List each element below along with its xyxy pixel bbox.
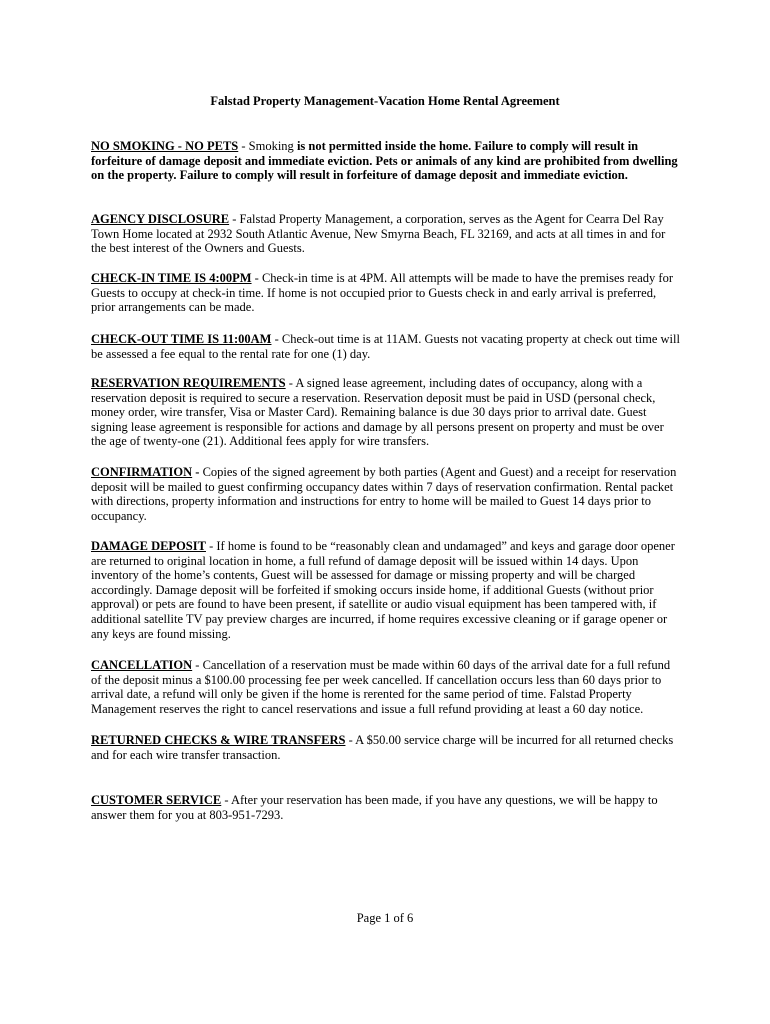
section-body: - Cancellation of a reservation must be made within 60 days of the arrival date for a full refund of the deposit minus a $100.00 processing fee per week cancelled. If cancellation occurs less than 60 days prior to arrival date, a refund will only be given if the home is rerented for the same period of time. Falstad Property Management reserves the right to cancel reservations and issue a full refund providing at least a 60 day notice. <box>91 658 671 716</box>
section-heading: RESERVATION REQUIREMENTS <box>91 376 286 390</box>
section-returned-checks <box>91 733 681 762</box>
section-body: - If home is found to be “reasonably clean and undamaged” and keys and garage door opener are returned to original location in home, a full refund of damage deposit will be issued within 14 days. Upon inventory of the home’s contents, Guest will be assessed for damage or missing property and will be charged accordingly. Damage deposit will be forfeited if smoking occurs inside home, if additional Guests (without prior approval) or pets are found to have been present, if satellite or audio visual equipment has been tampered with, if additional satellite TV pay preview charges are incurred, if home requires excessive cleaning or if garage opener or any keys are found missing. <box>91 539 675 641</box>
section-dash: - <box>192 465 200 479</box>
section-reservation-requirements <box>91 376 681 449</box>
section-body: - A $50.00 service charge will be incurred for all returned checks and for each wire transfer transaction. <box>91 733 674 762</box>
section-heading: NO SMOKING - NO PETS <box>91 139 239 153</box>
section-check-in <box>91 271 681 315</box>
section-agency-disclosure <box>91 212 681 256</box>
section-confirmation <box>91 465 681 523</box>
section-heading: DAMAGE DEPOSIT <box>91 539 206 553</box>
section-body: - A signed lease agreement, including dates of occupancy, along with a reservation deposit is required to secure a reservation. Reservation deposit must be paid in USD (personal check, money order, wire transfer, Visa or Master Card). Remaining balance is due 30 days prior to arrival date. Guest signing lease agreement is responsible for actions and damage by all persons present on property and must be over the age of twenty-one (21). Additional fees apply for wire transfers. <box>91 376 664 449</box>
section-cancellation <box>91 658 681 716</box>
section-heading: AGENCY DISCLOSURE <box>91 212 230 226</box>
page-number: Page 1 of 6 <box>356 911 414 925</box>
section-body: Copies of the signed agreement by both parties (Agent and Guest) and a receipt for reservation deposit will be mailed to guest confirming occupancy dates within 7 days of reservation confirmation. Rental packet with directions, property information and instructions for entry to home will be mailed to Guest 14 days prior to occupancy. <box>91 465 677 523</box>
section-check-out <box>91 332 681 361</box>
document-title: Falstad Property Management-Vacation Home Rental Agreement <box>210 94 560 108</box>
section-heading: CHECK-IN TIME IS 4:00PM <box>91 271 252 285</box>
section-body: - Check-in time is at 4PM. All attempts will be made to have the premises ready for Guests to occupy at check-in time. If home is not occupied prior to Guests check in and early arrival is preferred, prior arrangements can be made. <box>91 271 673 315</box>
section-no-smoking <box>91 139 681 183</box>
section-lead: - Smoking <box>238 139 297 153</box>
section-heading: CANCELLATION <box>91 658 193 672</box>
section-heading: CUSTOMER SERVICE <box>91 793 222 807</box>
section-heading: RETURNED CHECKS & WIRE TRANSFERS <box>91 733 346 747</box>
section-body: - Check-out time is at 11AM. Guests not vacating property at check out time will be assessed a fee equal to the rental rate for one (1) day. <box>91 332 680 361</box>
section-damage-deposit <box>91 539 681 641</box>
section-heading: CONFIRMATION <box>91 465 193 479</box>
section-body: - After your reservation has been made, if you have any questions, we will be happy to answer them for you at 803-951-7293. <box>91 793 658 822</box>
section-body: - Falstad Property Management, a corporation, serves as the Agent for Cearra Del Ray Town Home located at 2932 South Atlantic Avenue, New Smyrna Beach, FL 32169, and acts at all times in and for the best interest of the Owners and Guests. <box>91 212 666 256</box>
section-body: is not permitted inside the home. Failure to comply will result in forfeiture of damage deposit and immediate eviction. Pets or animals of any kind are prohibited from dwelling on the property. Failure to comply will result in forfeiture of damage deposit and immediate eviction. <box>91 139 678 183</box>
section-customer-service <box>91 793 681 822</box>
section-heading: CHECK-OUT TIME IS 11:00AM <box>91 332 272 346</box>
